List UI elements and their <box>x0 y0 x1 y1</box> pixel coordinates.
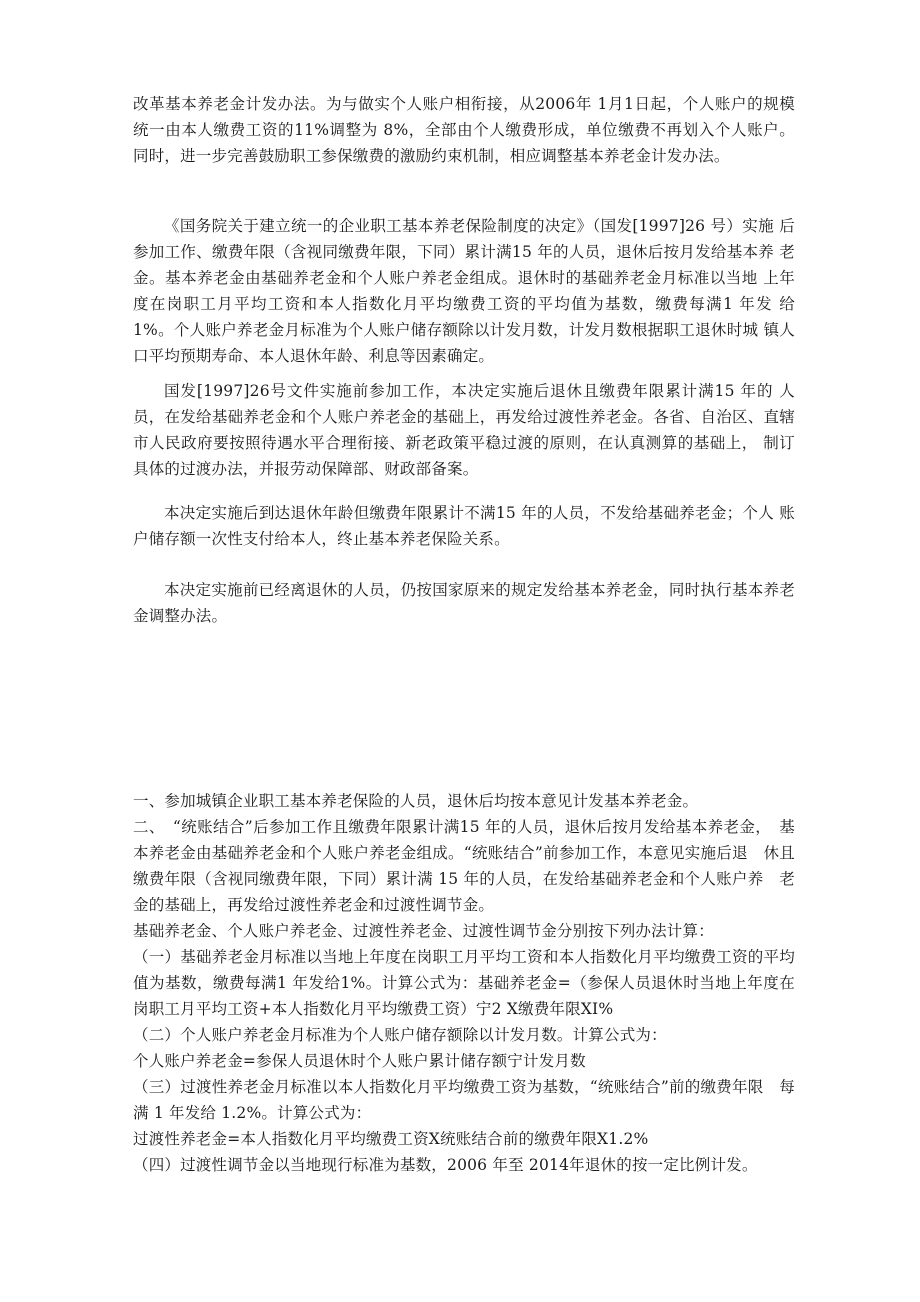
paragraph-1: 《国务院关于建立统一的企业职工基本养老保险制度的决定》（国发[1997]26 号）实施 后参加工作、缴费年限（含视同缴费年限，下同）累计满15 年的人员，退休后按月发给基本养 老金。基本养老金由基础养老金和个人账户养老金组成。退休时的基础养老金月标准以当地 上年度在岗职工月平均工资和本人指数化月平均缴费工资的平均值为基数，缴费每满1 年发 给 1%。个人账户养老金月标准为个人账户储存额除以计发月数，计发月数根据职工退休时城 镇人口平均预期寿命、本人退休年龄、利息等因素确定。 <box>133 217 795 365</box>
list-item-2: 二、 “统账结合”后参加工作且缴费年限累计满15 年的人员，退休后按月发给基本养老金， 基本养老金由基础养老金和个人账户养老金组成。“统账结合”前参加工作，本意见实施后退 休且缴费年限（含视同缴费年限，下同）累计满 15 年的人员，在发给基础养老金和个人账户养 老金的基础上，再发给过渡性养老金和过渡性调节金。 <box>133 818 795 914</box>
paragraph-2-section <box>133 378 795 482</box>
paragraph-4-section <box>133 577 795 629</box>
list-item-7: （三）过渡性养老金月标准以本人指数化月平均缴费工资为基数，“统账结合”前的缴费年限 每满 1 年发给 1.2%。计算公式为： <box>133 1078 795 1122</box>
list-item-9: （四）过渡性调节金以当地现行标准为基数，2006 年至 2014年退休的按一定比例计发。 <box>133 1156 758 1174</box>
paragraph-4: 本决定实施前已经离退休的人员，仍按国家原来的规定发给基本养老金，同时执行基本养老金调整办法。 <box>133 581 795 625</box>
list-item-4: （一）基础养老金月标准以当地上年度在岗职工月平均工资和本人指数化月平均缴费工资的平均值为基数，缴费每满1 年发给1%。计算公式为：基础养老金=（参保人员退休时当地上年度在岗职工月平均工资+本人指数化月平均缴费工资）宁2 X缴费年限XI% <box>133 948 795 1018</box>
intro-section <box>133 91 795 169</box>
list-item-8: 过渡性养老金=本人指数化月平均缴费工资X统账结合前的缴费年限X1.2% <box>133 1130 649 1148</box>
intro-paragraph: 改革基本养老金计发办法。为与做实个人账户相衔接，从2006年 1月1日起，个人账户的规模统一由本人缴费工资的11%调整为 8%，全部由个人缴费形成，单位缴费不再划入个人账户。 同时，进一步完善鼓励职工参保缴费的激励约束机制，相应调整基本养老金计发办法。 <box>133 95 795 165</box>
paragraph-2: 国发[1997]26号文件实施前参加工作，本决定实施后退休且缴费年限累计满15 年的 人员，在发给基础养老金和个人账户养老金的基础上，再发给过渡性养老金。各省、自治区、直辖市人民政府要按照待遇水平合理衔接、新老政策平稳过渡的原则，在认真测算的基础上， 制订具体的过渡办法，并报劳动保障部、财政部备案。 <box>133 382 795 478</box>
list-item-5: （二）个人账户养老金月标准为个人账户储存额除以计发月数。计算公式为： <box>133 1026 667 1044</box>
paragraph-3: 本决定实施后到达退休年龄但缴费年限累计不满15 年的人员，不发给基础养老金；个人 账户储存额一次性支付给本人，终止基本养老保险关系。 <box>133 504 795 548</box>
paragraph-3-section <box>133 500 795 552</box>
list-item-6: 个人账户养老金=参保人员退休时个人账户累计储存额宁计发月数 <box>133 1052 586 1070</box>
list-item-1: 一、参加城镇企业职工基本养老保险的人员，退休后均按本意见计发基本养老金。 <box>133 792 699 810</box>
list-item-3: 基础养老金、个人账户养老金、过渡性养老金、过渡性调节金分别按下列办法计算： <box>133 922 714 940</box>
calculation-list <box>133 788 795 1178</box>
paragraph-1-section <box>133 213 795 369</box>
